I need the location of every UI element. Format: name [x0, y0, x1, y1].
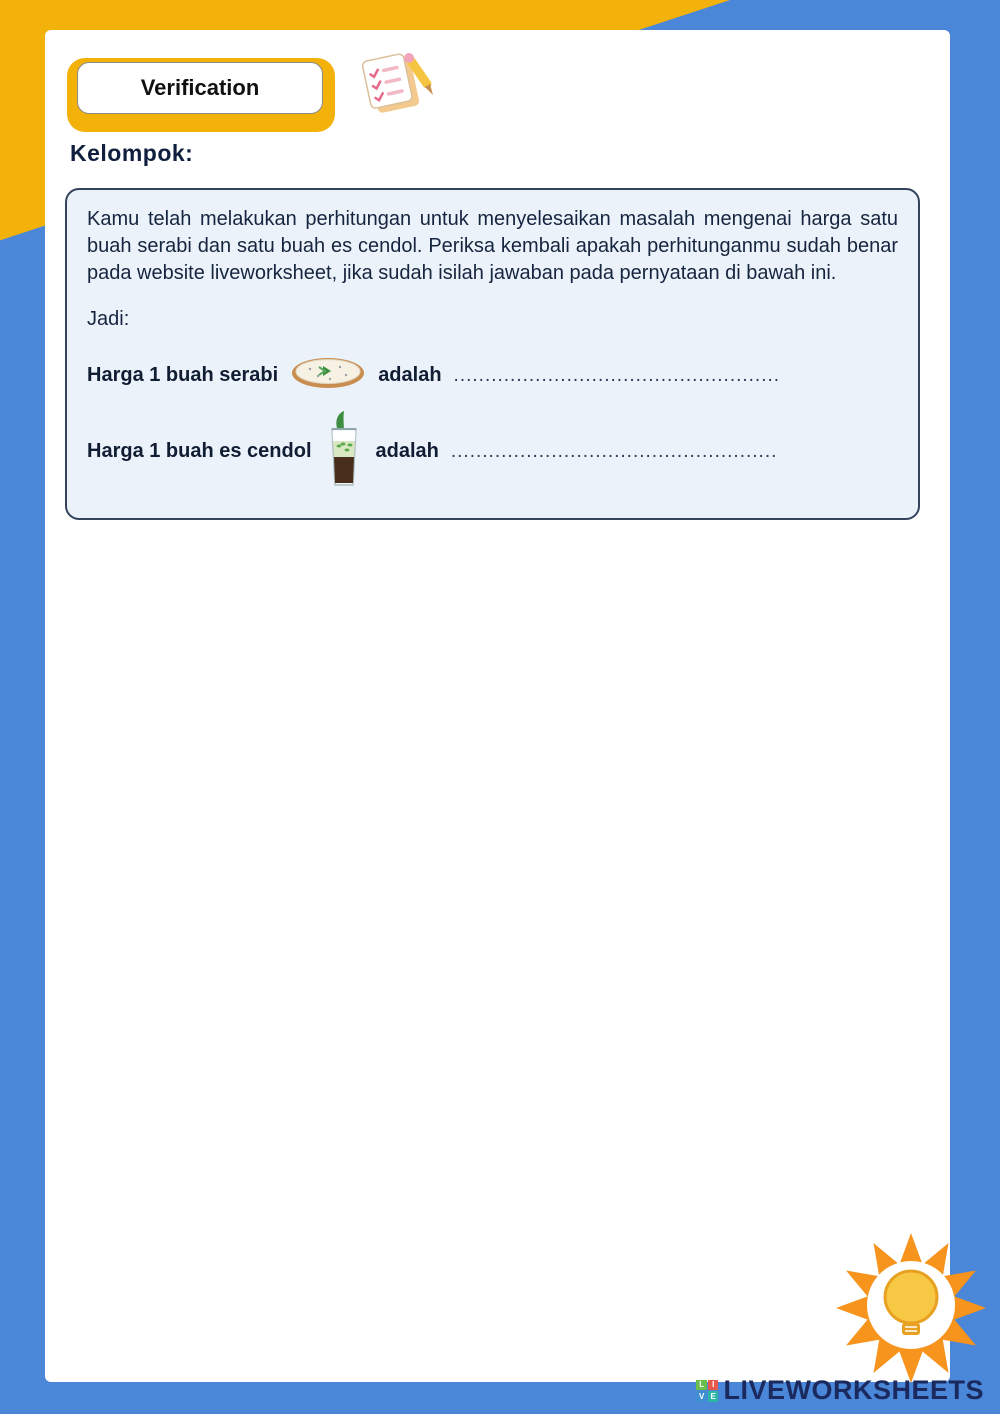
cendol-label: Harga 1 buah es cendol — [87, 440, 312, 463]
adalah-label: adalah — [378, 364, 442, 387]
answer-blank-cendol[interactable]: .................................................... — [450, 440, 778, 462]
answer-row-serabi — [87, 355, 898, 397]
liveworksheets-logo-icon — [696, 1380, 718, 1402]
serabi-label: Harga 1 buah serabi — [87, 364, 279, 387]
serabi-pancake-icon — [290, 355, 366, 397]
logo-letter-i: I — [708, 1380, 719, 1391]
logo-letter-e: E — [708, 1391, 719, 1402]
logo-letter-l: L — [696, 1380, 707, 1391]
clipboard-checklist-pencil-icon — [357, 50, 439, 121]
verification-badge-label: Verification — [77, 62, 323, 114]
worksheet-page — [45, 30, 950, 1382]
logo-letter-v: V — [696, 1391, 707, 1402]
answer-blank-serabi[interactable]: .................................................... — [453, 364, 781, 386]
liveworksheets-brand — [696, 1375, 984, 1406]
lightbulb-splat-icon — [836, 1233, 986, 1388]
liveworksheets-wordmark: LIVEWORKSHEETS — [723, 1375, 984, 1405]
kelompok-label: Kelompok: — [70, 140, 194, 166]
es-cendol-glass-icon — [324, 409, 364, 495]
instruction-paragraph: Kamu telah melakukan perhitungan untuk menyelesaikan masalah mengenai harga satu buah serabi dan satu buah es cendol. Periksa kembali apakah perhitunganmu sudah benar pada website liveworksheet, jika sudah isilah jawaban pada pernyataan di bawah ini. — [87, 208, 898, 285]
verification-badge — [67, 58, 335, 132]
answer-row-cendol — [87, 409, 898, 495]
instruction-box — [65, 188, 920, 520]
adalah-label: adalah — [375, 440, 439, 463]
jadi-label: Jadi: — [87, 307, 130, 330]
